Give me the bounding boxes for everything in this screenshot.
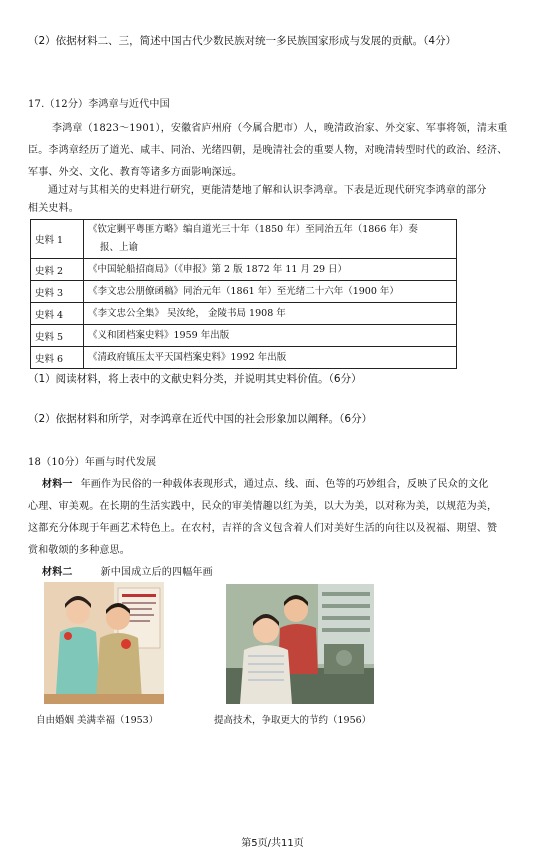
page-footer: 第5页/共11页: [241, 838, 304, 849]
poster-improve-technique: [226, 584, 374, 704]
source-label: 史料 2: [31, 259, 84, 281]
table-row: [31, 259, 457, 281]
poster-free-marriage: [44, 582, 164, 704]
q16-part2: （2）依据材料二、三，简述中国古代少数民族对统一多民族国家形成与发展的贡献。（4分）: [28, 35, 457, 47]
source-content: 《李文忠公朋僚函稿》同治元年（1861 年）至光绪二十六年（1900 年）: [84, 281, 457, 303]
source-content: 《李文忠公全集》 吴汝纶， 金陵书局 1908 年: [84, 303, 457, 325]
q18-material1-line2: 心理、审美观。在长期的生活实践中，民众的审美情趣以红为美，以大为美，以对称为美，以规范为美，: [28, 501, 498, 512]
q18-material1-line3: 这都充分体现于年画艺术特色上。在农村，吉祥的含义包含着人们对美好生活的向往以及祝福、期望、赞: [28, 523, 498, 534]
source-table: [30, 219, 457, 369]
table-row: [31, 347, 457, 369]
source-content: 《义和团档案史料》1959 年出版: [84, 325, 457, 347]
q17-intro-line3: 军事、外交、文化、教育等诸多方面影响深远。: [28, 167, 243, 178]
q18-material2-heading: 材料二 新中国成立后的四幅年画: [42, 567, 213, 578]
source-label: 史料 4: [31, 303, 84, 325]
q18-material1-line1: 材料一 年画作为民俗的一种载体表现形式，通过点、线、面、色等的巧妙组合，反映了民众的文化: [42, 479, 489, 490]
source-label: 史料 1: [31, 220, 84, 259]
source-content: 《中国轮船招商局》（《申报》第 2 版 1872 年 11 月 29 日）: [84, 259, 457, 281]
poster1-caption: 自由婚姻 美满幸福（1953）: [36, 715, 159, 726]
q18-header: 18（10分）年画与时代发展: [28, 457, 157, 468]
q17-part1: （1）阅读材料，将上表中的文献史料分类，并说明其史料价值。（6分）: [28, 373, 362, 385]
q18-material1-line4: 赏和敬颂的多种意思。: [28, 545, 130, 556]
q17-intro-line1: 李鸿章（1823～1901），安徽省庐州府（今属合肥市）人，晚清政治家、外交家、军事将领，清末重: [52, 123, 508, 134]
table-row: [31, 281, 457, 303]
poster-free-marriage-image: [44, 582, 164, 704]
material1-label: 材料一: [42, 479, 73, 490]
material2-label: 材料二: [42, 567, 73, 578]
source-content: 《清政府镇压太平天国档案史料》1992 年出版: [84, 347, 457, 369]
source-label: 史料 5: [31, 325, 84, 347]
source-content: 《钦定剿平粤匪方略》编自道光三十年（1850 年）至同治五年（1866 年）奏 报、上谕: [84, 220, 457, 259]
table-row: [31, 325, 457, 347]
source-label: 史料 3: [31, 281, 84, 303]
table-row: [31, 303, 457, 325]
q17-header: 17.（12分）李鸿章与近代中国: [28, 99, 170, 110]
table-row: [31, 220, 457, 259]
poster-improve-technique-image: [226, 584, 374, 704]
poster2-caption: 提高技术，争取更大的节约（1956）: [214, 715, 372, 726]
source-label: 史料 6: [31, 347, 84, 369]
q17-part2: （2）依据材料和所学，对李鸿章在近代中国的社会形象加以阐释。（6分）: [28, 413, 373, 425]
q17-intro-line5: 相关史料。: [28, 203, 79, 214]
q17-intro-line4: 通过对与其相关的史料进行研究，更能清楚地了解和认识李鸿章。下表是近现代研究李鸿章的部分: [48, 185, 487, 196]
q17-intro-line2: 臣。李鸿章经历了道光、咸丰、同治、光绪四朝，是晚清社会的重要人物，对晚清转型时代的政治、经济、: [28, 145, 508, 156]
